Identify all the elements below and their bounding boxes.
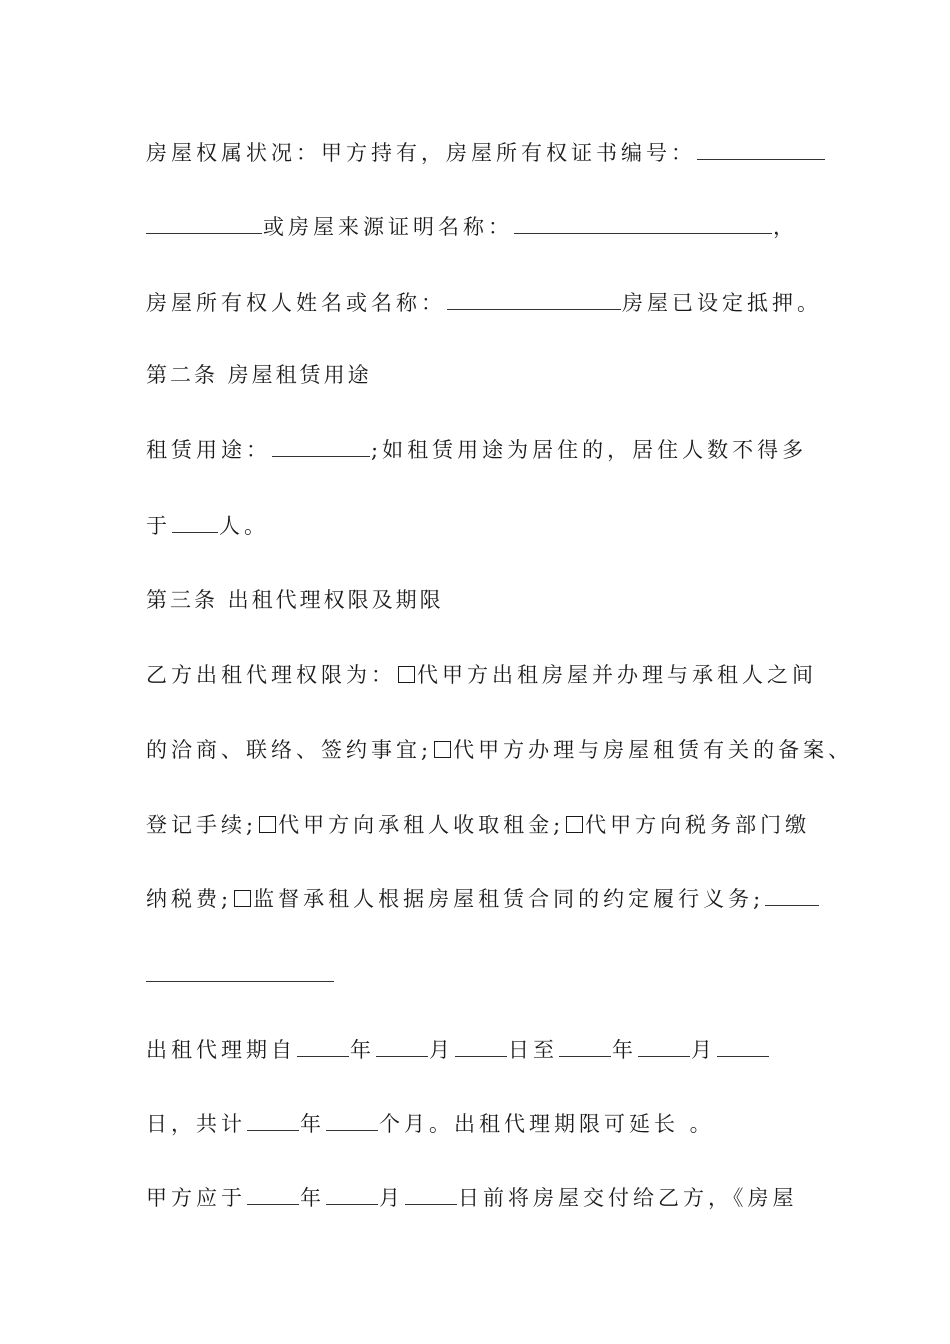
authority-text-4: 纳税费; <box>146 887 233 911</box>
source-doc-blank[interactable] <box>514 213 772 234</box>
end-year-blank[interactable] <box>559 1036 611 1057</box>
authority-line-2 <box>146 735 853 765</box>
period-prefix: 出租代理期自 <box>146 1038 296 1062</box>
source-doc-label: 或房屋来源证明名称： <box>263 215 513 239</box>
year-label: 年 <box>350 1038 375 1062</box>
start-day-blank[interactable] <box>455 1036 507 1057</box>
article2-heading: 第二条 房屋租赁用途 <box>146 363 372 387</box>
total-line <box>146 1109 715 1139</box>
total-months-blank[interactable] <box>326 1110 378 1131</box>
total-suffix: 个月。出租代理期限可延长 。 <box>379 1112 715 1136</box>
use-blank[interactable] <box>272 436 370 457</box>
other-authority-blank-cont[interactable] <box>146 981 334 982</box>
persons-line <box>146 511 269 541</box>
checkbox[interactable] <box>566 816 583 833</box>
authority-text-2: 的洽商、联络、签约事宜; <box>146 738 433 762</box>
day-label: 日 <box>146 1112 171 1136</box>
ownership-label: 房屋权属状况：甲方持有，房屋所有权证书编号： <box>146 141 696 165</box>
authority-item-5: 监督承租人根据房屋租赁合同的约定履行义务; <box>253 887 765 911</box>
delivery-day-blank[interactable] <box>405 1184 457 1205</box>
other-authority-blank[interactable] <box>765 885 819 906</box>
ownership-line <box>146 138 826 168</box>
authority-item-2: 代甲方办理与房屋租赁有关的备案、 <box>453 738 854 762</box>
owner-label: 房屋所有权人姓名或名称： <box>146 291 446 315</box>
owner-name-blank[interactable] <box>447 289 621 310</box>
checkbox[interactable] <box>259 816 276 833</box>
year-label: 年 <box>300 1186 325 1210</box>
authority-line-3 <box>146 810 810 840</box>
persons-prefix: 于 <box>146 514 171 538</box>
use-label: 租赁用途： <box>146 438 271 462</box>
checkbox[interactable] <box>434 741 451 758</box>
year-label: 年 <box>612 1038 637 1062</box>
start-month-blank[interactable] <box>376 1036 428 1057</box>
delivery-line <box>146 1183 798 1213</box>
certificate-number-blank-cont[interactable] <box>146 213 262 234</box>
total-years-blank[interactable] <box>247 1110 299 1131</box>
authority-item-4: 代甲方向税务部门缴 <box>585 813 811 837</box>
day-to-label: 日至 <box>508 1038 558 1062</box>
authority-line-4 <box>146 884 820 914</box>
delivery-prefix: 甲方应于 <box>146 1186 246 1210</box>
authority-item-3: 代甲方向承租人收取租金; <box>278 813 565 837</box>
mortgage-text: 房屋已设定抵押。 <box>622 291 822 315</box>
authority-text-3: 登记手续; <box>146 813 258 837</box>
authority-line-1 <box>146 660 817 690</box>
owner-line <box>146 288 822 318</box>
delivery-suffix: 日前将房屋交付给乙方，《房屋 <box>458 1186 798 1210</box>
year-label: 年 <box>300 1112 325 1136</box>
checkbox[interactable] <box>234 890 251 907</box>
use-line <box>146 435 807 465</box>
end-day-blank[interactable] <box>717 1036 769 1057</box>
month-label: 月 <box>429 1038 454 1062</box>
start-year-blank[interactable] <box>297 1036 349 1057</box>
checkbox[interactable] <box>398 666 415 683</box>
total-prefix: ，共计 <box>171 1112 246 1136</box>
authority-label: 乙方出租代理权限为： <box>146 663 396 687</box>
end-month-blank[interactable] <box>638 1036 690 1057</box>
use-rest: ;如租赁用途为居住的，居住人数不得多 <box>371 438 808 462</box>
delivery-year-blank[interactable] <box>247 1184 299 1205</box>
certificate-number-blank[interactable] <box>697 139 825 160</box>
article3-heading: 第三条 出租代理权限及期限 <box>146 588 444 612</box>
comma: ， <box>773 215 798 239</box>
month-label: 月 <box>691 1038 716 1062</box>
period-line <box>146 1035 770 1065</box>
authority-item-1: 代甲方出租房屋并办理与承租人之间 <box>417 663 817 687</box>
delivery-month-blank[interactable] <box>326 1184 378 1205</box>
persons-suffix: 人。 <box>219 514 269 538</box>
month-label: 月 <box>379 1186 404 1210</box>
persons-blank[interactable] <box>172 512 218 533</box>
source-line <box>146 212 798 242</box>
